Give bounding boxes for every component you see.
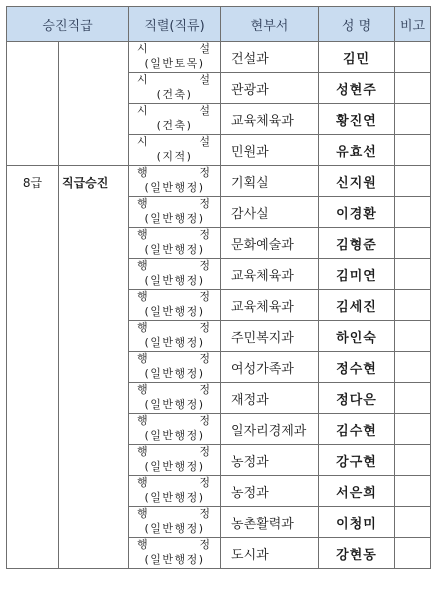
rank-series-first: 시: [137, 104, 148, 117]
rank-cell: [129, 383, 221, 414]
rank-cell: [129, 414, 221, 445]
rank-series: [137, 167, 210, 178]
rank-series: [137, 477, 210, 488]
rank-subcategory: (지적): [156, 150, 193, 163]
name-cell: 강현동: [319, 538, 395, 569]
rank-cell: [129, 166, 221, 197]
rank-cell: [129, 73, 221, 104]
rank-series-last: 정: [199, 166, 211, 179]
header-category: 승진직급: [7, 7, 129, 42]
rank-series: [137, 43, 210, 54]
name-cell: 강구현: [319, 445, 395, 476]
rank-series-last: 설: [199, 104, 211, 117]
promotion-type-cell: 직급승진: [59, 166, 129, 569]
rank-series-first: 행: [137, 166, 148, 179]
department-cell: 농정과: [221, 445, 319, 476]
rank-series-first: 행: [137, 476, 148, 489]
rank-subcategory: (일반행정): [144, 181, 205, 194]
name-cell: 김미연: [319, 259, 395, 290]
department-cell: 교육체육과: [221, 104, 319, 135]
rank-subcategory: (일반행정): [144, 212, 205, 225]
rank-series-last: 정: [199, 321, 211, 334]
rank-subcategory: (일반행정): [144, 491, 205, 504]
name-cell: 성현주: [319, 73, 395, 104]
rank-series: [137, 446, 210, 457]
rank-subcategory: (일반행정): [144, 429, 205, 442]
note-cell: [395, 507, 431, 538]
note-cell: [395, 476, 431, 507]
rank-series-last: 정: [199, 538, 211, 551]
rank-series-first: 행: [137, 352, 148, 365]
name-cell: 김형준: [319, 228, 395, 259]
note-cell: [395, 42, 431, 73]
department-cell: 농정과: [221, 476, 319, 507]
rank-series: [137, 74, 210, 85]
rank-cell: [129, 321, 221, 352]
rank-series-first: 행: [137, 321, 148, 334]
rank-cell: [129, 445, 221, 476]
name-cell: 이청미: [319, 507, 395, 538]
rank-series: [137, 353, 210, 364]
rank-series: [137, 415, 210, 426]
note-cell: [395, 414, 431, 445]
rank-series-first: 행: [137, 197, 148, 210]
rank-series-last: 설: [199, 135, 211, 148]
rank-series-first: 시: [137, 42, 148, 55]
note-cell: [395, 445, 431, 476]
rank-cell: [129, 352, 221, 383]
rank-cell: [129, 197, 221, 228]
promotion-cell-empty: [59, 42, 129, 166]
rank-series-first: 행: [137, 445, 148, 458]
rank-series: [137, 105, 210, 116]
rank-subcategory: (일반행정): [144, 367, 205, 380]
rank-series: [137, 539, 210, 550]
note-cell: [395, 259, 431, 290]
note-cell: [395, 538, 431, 569]
rank-series: [137, 322, 210, 333]
rank-series-first: 시: [137, 135, 148, 148]
note-cell: [395, 73, 431, 104]
note-cell: [395, 383, 431, 414]
rank-subcategory: (일반행정): [144, 398, 205, 411]
rank-series-last: 정: [199, 507, 211, 520]
department-cell: 기획실: [221, 166, 319, 197]
rank-series-last: 정: [199, 414, 211, 427]
rank-subcategory: (일반행정): [144, 243, 205, 256]
roster-body: [7, 42, 431, 569]
rank-subcategory: (일반행정): [144, 460, 205, 473]
rank-series: [137, 229, 210, 240]
rank-series-last: 정: [199, 476, 211, 489]
rank-cell: [129, 228, 221, 259]
department-cell: 교육체육과: [221, 259, 319, 290]
grade-cell: 8급: [7, 166, 59, 569]
rank-subcategory: (일반토목): [144, 57, 205, 70]
name-cell: 김세진: [319, 290, 395, 321]
rank-series-last: 설: [199, 42, 211, 55]
rank-series-last: 정: [199, 445, 211, 458]
rank-series-last: 정: [199, 352, 211, 365]
rank-series-last: 정: [199, 259, 211, 272]
rank-cell: [129, 476, 221, 507]
name-cell: 김수현: [319, 414, 395, 445]
name-cell: 김민: [319, 42, 395, 73]
department-cell: 주민복지과: [221, 321, 319, 352]
rank-subcategory: (일반행정): [144, 305, 205, 318]
rank-series-first: 행: [137, 383, 148, 396]
note-cell: [395, 228, 431, 259]
rank-series-last: 정: [199, 228, 211, 241]
header-rank: 직렬(직류): [129, 7, 221, 42]
rank-series: [137, 260, 210, 271]
name-cell: 하인숙: [319, 321, 395, 352]
name-cell: 신지원: [319, 166, 395, 197]
table-row: [7, 166, 431, 197]
rank-subcategory: (일반행정): [144, 336, 205, 349]
department-cell: 여성가족과: [221, 352, 319, 383]
note-cell: [395, 352, 431, 383]
department-cell: 감사실: [221, 197, 319, 228]
department-cell: 교육체육과: [221, 290, 319, 321]
rank-series-first: 시: [137, 73, 148, 86]
rank-series-first: 행: [137, 290, 148, 303]
note-cell: [395, 104, 431, 135]
header-note: 비고: [395, 7, 431, 42]
rank-cell: [129, 290, 221, 321]
department-cell: 재정과: [221, 383, 319, 414]
rank-cell: [129, 42, 221, 73]
rank-series: [137, 291, 210, 302]
rank-series-first: 행: [137, 507, 148, 520]
rank-subcategory: (건축): [156, 119, 193, 132]
note-cell: [395, 290, 431, 321]
rank-series: [137, 384, 210, 395]
rank-subcategory: (일반행정): [144, 522, 205, 535]
rank-subcategory: (일반행정): [144, 553, 205, 566]
name-cell: 유효선: [319, 135, 395, 166]
rank-series-last: 정: [199, 383, 211, 396]
rank-series-first: 행: [137, 259, 148, 272]
rank-series-last: 정: [199, 290, 211, 303]
name-cell: 황진연: [319, 104, 395, 135]
rank-cell: [129, 104, 221, 135]
note-cell: [395, 166, 431, 197]
rank-series: [137, 136, 210, 147]
rank-cell: [129, 538, 221, 569]
rank-series-first: 행: [137, 538, 148, 551]
grade-cell-empty: [7, 42, 59, 166]
department-cell: 관광과: [221, 73, 319, 104]
note-cell: [395, 135, 431, 166]
name-cell: 이경환: [319, 197, 395, 228]
department-cell: 농촌활력과: [221, 507, 319, 538]
header-row: [7, 7, 431, 42]
header-department: 현부서: [221, 7, 319, 42]
rank-subcategory: (건축): [156, 88, 193, 101]
rank-subcategory: (일반행정): [144, 274, 205, 287]
name-cell: 정수현: [319, 352, 395, 383]
note-cell: [395, 321, 431, 352]
rank-series: [137, 508, 210, 519]
department-cell: 민원과: [221, 135, 319, 166]
promotion-roster-table: [6, 6, 431, 569]
name-cell: 서은희: [319, 476, 395, 507]
department-cell: 일자리경제과: [221, 414, 319, 445]
rank-series-first: 행: [137, 228, 148, 241]
note-cell: [395, 197, 431, 228]
header-name: 성 명: [319, 7, 395, 42]
rank-series-last: 설: [199, 73, 211, 86]
rank-cell: [129, 135, 221, 166]
rank-series-first: 행: [137, 414, 148, 427]
name-cell: 정다은: [319, 383, 395, 414]
department-cell: 문화예술과: [221, 228, 319, 259]
department-cell: 도시과: [221, 538, 319, 569]
rank-cell: [129, 507, 221, 538]
rank-cell: [129, 259, 221, 290]
table-row: [7, 42, 431, 73]
rank-series: [137, 198, 210, 209]
rank-series-last: 정: [199, 197, 211, 210]
department-cell: 건설과: [221, 42, 319, 73]
